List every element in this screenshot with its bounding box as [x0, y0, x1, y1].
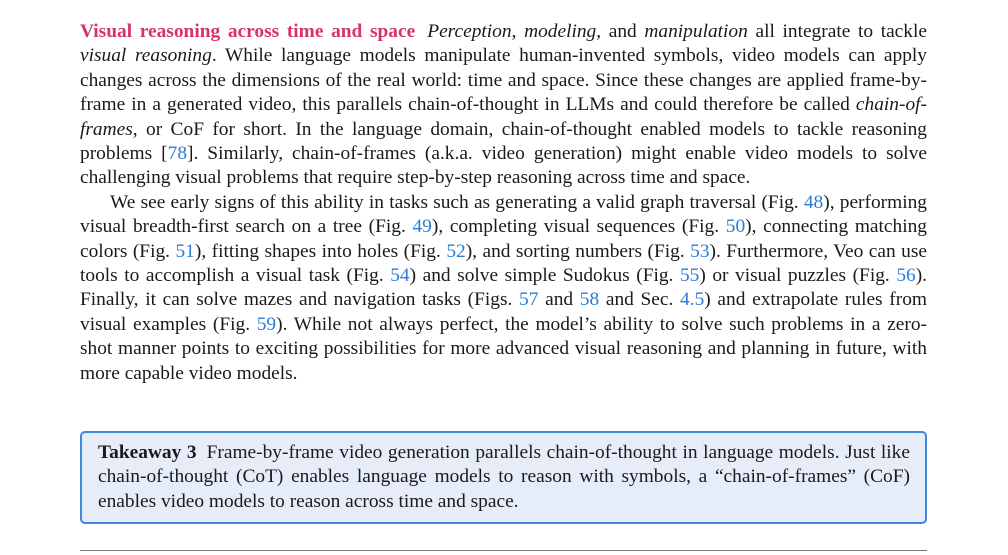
paragraph-visual-reasoning: [80, 20, 927, 191]
text-span: ). Finally, it can solve mazes and navigation tasks (Figs.: [80, 265, 928, 311]
text-span: ) and solve simple Sudokus (Fig.: [409, 265, 680, 287]
figure-link[interactable]: 48: [803, 191, 824, 213]
paragraph-early-signs: [80, 191, 927, 386]
text-span: ), completing visual sequences (Fig.: [431, 216, 726, 238]
text-span: ). While not always perfect, the model’s ability to solve such problems in a zero-shot manner points to exciting possibilities for more advanced visual reasoning and planning in future, with more capable video models.: [80, 313, 927, 384]
figure-link[interactable]: 53: [690, 240, 710, 262]
emphasis-perception: Perception: [427, 21, 512, 42]
citation-link[interactable]: 78: [167, 143, 188, 165]
text-span: ), performing visual breadth-first search on a tree (Fig.: [80, 191, 927, 238]
text-span: We see early signs of this ability in tasks such as generating a valid graph traversal (Fig.: [110, 191, 804, 213]
text-span: and Sec.: [599, 289, 681, 311]
figure-link[interactable]: 56: [896, 265, 916, 287]
figure-link[interactable]: 51: [175, 240, 195, 262]
emphasis-manipulation: manipulation: [644, 21, 748, 42]
figure-link[interactable]: 50: [725, 216, 746, 238]
text-span: . While language models manipulate human-invented symbols, video models can apply changes across the dimensions of the real world: time and space. Since these changes are applied frame-by-frame in a generated video, this parallels chain-of-thought in LLMs and could therefore be called: [80, 45, 927, 116]
text-span: , and: [596, 21, 645, 42]
text-span: ) and extrapolate rules from visual examples (Fig.: [80, 289, 927, 335]
figure-link[interactable]: 57: [519, 289, 539, 311]
text-span: ), fitting shapes into holes (Fig.: [194, 240, 447, 262]
takeaway-paragraph: [98, 441, 910, 514]
text-span: and: [538, 289, 580, 311]
emphasis-modeling: modeling: [524, 21, 597, 42]
figure-link[interactable]: 49: [412, 216, 432, 238]
takeaway-text: Frame-by-frame video generation parallels chain-of-thought in language models. Just like chain-of-thought (CoT) enables language models to reason with symbols, a “chain-of-frames” (CoF) enables video models to reason across time and space.: [98, 442, 910, 512]
emphasis-chain-of-frames: chain-of-frames: [80, 94, 927, 140]
page-body: [80, 20, 927, 386]
section-heading: Visual reasoning across time and space: [80, 21, 416, 42]
figure-link[interactable]: 58: [579, 289, 600, 311]
text-span: all integrate to tackle: [747, 21, 927, 42]
text-span: ]. Similarly, chain-of-frames (a.k.a. video generation) might enable video models to solve challenging visual problems that require step-by-step reasoning across time and space.: [80, 143, 927, 189]
takeaway-label: Takeaway 3: [98, 442, 197, 463]
emphasis-visual-reasoning: visual reasoning: [80, 45, 212, 67]
footnote-divider: [80, 550, 927, 551]
figure-link[interactable]: 54: [390, 265, 410, 287]
text-span: ,: [511, 21, 525, 42]
figure-link[interactable]: 59: [256, 313, 277, 335]
figure-link[interactable]: 52: [446, 240, 466, 262]
text-span: ). Furthermore, Veo can use tools to accomplish a visual task (Fig.: [80, 240, 927, 287]
text-span: ), connecting matching colors (Fig.: [80, 216, 927, 262]
takeaway-box: [80, 431, 927, 524]
figure-link[interactable]: 55: [679, 265, 700, 287]
text-span: , or CoF for short. In the language domain, chain-of-thought enabled models to tackle reasoning problems [: [80, 118, 927, 165]
text-span: ), and sorting numbers (Fig.: [465, 240, 691, 262]
section-link[interactable]: 4.5: [680, 289, 705, 311]
text-span: ) or visual puzzles (Fig.: [699, 265, 897, 287]
